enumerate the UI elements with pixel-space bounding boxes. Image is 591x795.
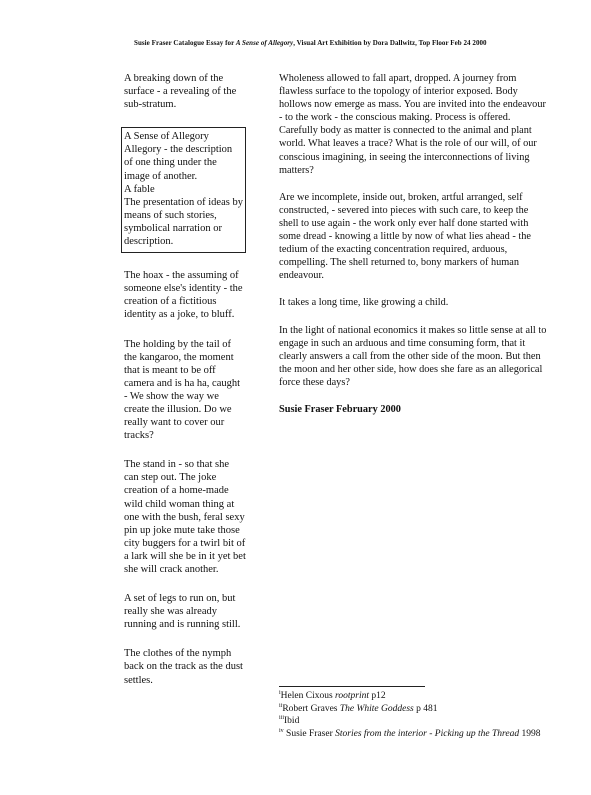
footnote-2 xyxy=(279,703,549,716)
definition-title: A Sense of Allegory xyxy=(124,131,209,143)
right-column xyxy=(279,72,549,430)
header-prefix: Susie Fraser Catalogue Essay for xyxy=(134,39,236,47)
footnote-1 xyxy=(279,690,549,703)
footnote-title: rootprint xyxy=(335,691,369,701)
footnote-text: Susie Fraser xyxy=(283,728,336,739)
right-paragraph-3: It takes a long time, like growing a child. xyxy=(279,297,449,309)
footnote-3 xyxy=(279,715,549,728)
footnote-page: p12 xyxy=(369,691,386,701)
left-paragraph-6: The clothes of the nymph back on the track as the dust settles. xyxy=(124,648,243,686)
footnote-rule xyxy=(279,686,425,687)
footnote-mark: i xyxy=(279,689,281,696)
footnote-text: Ibid xyxy=(284,716,300,726)
left-column xyxy=(124,72,246,703)
header-title: A Sense of Allegory xyxy=(235,39,294,47)
definition-box xyxy=(121,127,246,253)
definition-fable: A fable xyxy=(124,183,155,195)
left-paragraph-4: The stand in - so that she can step out. The joke creation of a home-made wild child woman thing at one with the bush, feral sexy pin up joke mute take those city buggers for a twirl bit of a lark will she be in it yet bet she will crack another. xyxy=(124,459,246,575)
footnote-mark: ii xyxy=(279,702,283,709)
left-paragraph-5: A set of legs to run on, but really she was already running and is running still. xyxy=(124,593,241,631)
footnotes xyxy=(279,690,549,740)
footnote-text: Helen Cixous xyxy=(280,691,336,701)
footnote-text: Robert Graves xyxy=(282,703,340,714)
right-paragraph-2: Are we incomplete, inside out, broken, artful arranged, self constructed, - severed into pieces with such care, to keep the shell to use again - the work only ever half done started with some dread - knowing a little by now of what lies ahead - the tedium of the exacting concentration required, arduous, compelling. The shell returned to, bony markers of human endeavour. xyxy=(279,191,531,282)
footnote-4 xyxy=(279,728,549,741)
right-paragraph-4: In the light of national economics it makes so little sense at all to engage in such an arduous and time consuming form, that it clearly answers a call from the other side of the moon. But then the moon and her other side, how does she fare as an allegorical force these days? xyxy=(279,324,547,388)
page-header xyxy=(134,39,554,47)
definition-allegory: Allegory - the description of one thing under the image of another. xyxy=(124,144,233,182)
left-paragraph-3: The holding by the tail of the kangaroo, the moment that is meant to be off camera and is ha ha, caught - We show the way we create the illusion. Do we really want to cover our tracks? xyxy=(124,338,241,442)
left-paragraph-2: The hoax - the assuming of someone else's identity - the creation of a fictitious identity as a joke, to bluff. xyxy=(124,270,243,321)
signature: Susie Fraser February 2000 xyxy=(279,403,401,415)
footnote-title: Stories from the interior - Picking up the Thread xyxy=(335,728,520,739)
footnote-page: p 481 xyxy=(413,703,438,714)
footnote-page: 1998 xyxy=(519,728,541,739)
footnote-mark: iii xyxy=(279,714,285,721)
definition-presentation: The presentation of ideas by means of such stories, symbolical narration or description. xyxy=(124,196,243,248)
left-paragraph-1: A breaking down of the surface - a revealing of the sub-stratum. xyxy=(124,73,237,111)
footnote-mark: iv xyxy=(279,727,284,734)
right-paragraph-1: Wholeness allowed to fall apart, dropped. A journey from flawless surface to the topology of interior exposed. Body hollows now emerge as mass. You are invited into the endeavour - to the work - the conscious making. Process is offered. Carefully body as matter is connected to the animal and plant world. What leaves a trace? What is the role of our will, of our conscious imagining, in seeing the interconnections of living matters? xyxy=(279,73,546,176)
footnote-title: The White Goddess xyxy=(339,703,414,714)
header-suffix: , Visual Art Exhibition by Dora Dallwitz, Top Floor Feb 24 2000 xyxy=(293,39,487,47)
